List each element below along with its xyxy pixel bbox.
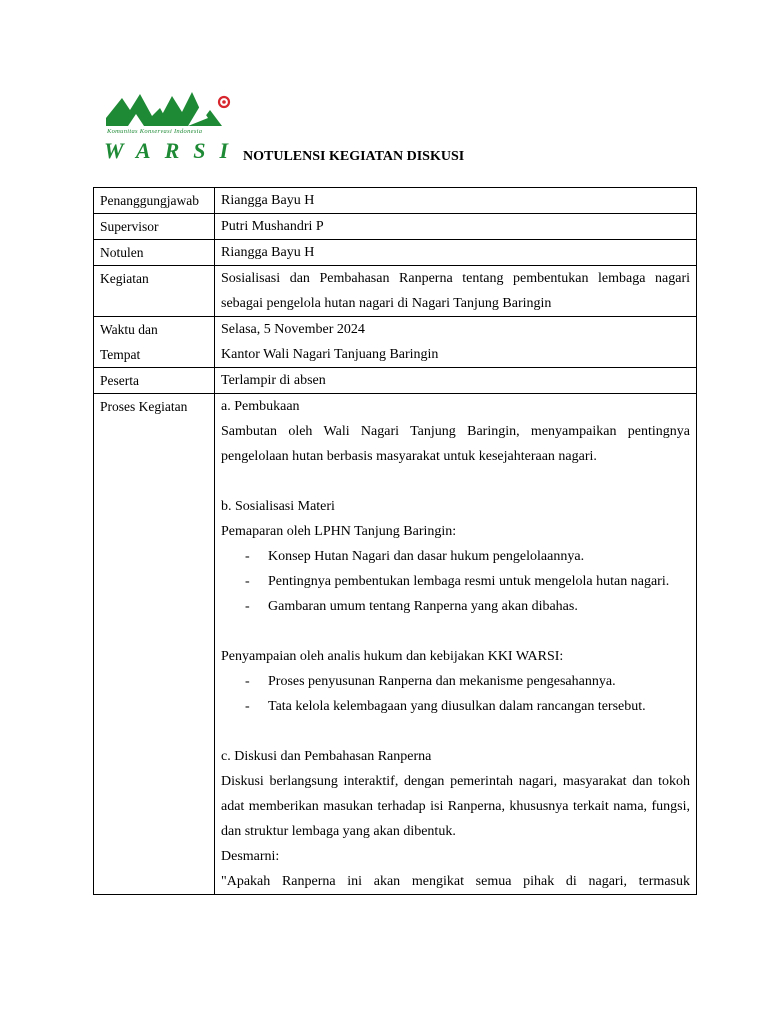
row-value: Riangga Bayu H bbox=[215, 240, 697, 266]
table-row bbox=[94, 240, 697, 266]
table-row bbox=[94, 394, 697, 895]
section-heading: a. Pembukaan bbox=[221, 399, 300, 414]
place-value: Kantor Wali Nagari Tanjuang Baringin bbox=[221, 347, 439, 362]
list-item: - Pentingnya pembentukan lembaga resmi untuk mengelola hutan nagari. bbox=[245, 574, 670, 589]
section-text: Sambutan oleh Wali Nagari Tanjung Baringin, menyampaikan pentingnya pengelolaan hutan berbasis masyarakat untuk kesejahteraan nagari. bbox=[221, 424, 690, 464]
table-row bbox=[94, 368, 697, 394]
logo-wordmark: WARSI bbox=[104, 138, 243, 163]
list-item: - Gambaran umum tentang Ranperna yang akan dibahas. bbox=[245, 599, 578, 614]
section-heading: b. Sosialisasi Materi bbox=[221, 499, 335, 514]
list-item: - Proses penyusunan Ranperna dan mekanisme pengesahannya. bbox=[245, 674, 616, 689]
row-label-line: Waktu dan bbox=[100, 322, 158, 337]
table-row bbox=[94, 317, 697, 368]
row-value: Terlampir di absen bbox=[215, 368, 697, 394]
row-label: Proses Kegiatan bbox=[94, 394, 215, 895]
row-label: Supervisor bbox=[94, 214, 215, 240]
table-row bbox=[94, 188, 697, 214]
list-item: - Konsep Hutan Nagari dan dasar hukum pengelolaannya. bbox=[245, 549, 585, 564]
proses-content bbox=[215, 394, 697, 895]
row-label-line: Tempat bbox=[100, 347, 141, 362]
section-heading: c. Diskusi dan Pembahasan Ranperna bbox=[221, 749, 432, 764]
logo-tagline: Komunitas Konservasi Indonesia bbox=[107, 128, 203, 135]
date-value: Selasa, 5 November 2024 bbox=[221, 322, 365, 337]
notes-table bbox=[93, 187, 697, 895]
list-item-text: Konsep Hutan Nagari dan dasar hukum pengelolaannya. bbox=[268, 549, 585, 564]
list-item-text: Proses penyusunan Ranperna dan mekanisme pengesahannya. bbox=[268, 674, 616, 689]
section-intro: Pemaparan oleh LPHN Tanjung Baringin: bbox=[221, 524, 457, 539]
row-value bbox=[215, 317, 697, 368]
row-value: Putri Mushandri P bbox=[215, 214, 697, 240]
table-row bbox=[94, 214, 697, 240]
table-row bbox=[94, 266, 697, 317]
list-item: - Tata kelola kelembagaan yang diusulkan dalam rancangan tersebut. bbox=[245, 699, 646, 714]
bullet-list bbox=[221, 544, 690, 619]
row-label: Notulen bbox=[94, 240, 215, 266]
list-item-text: Pentingnya pembentukan lembaga resmi untuk mengelola hutan nagari. bbox=[268, 574, 670, 589]
row-label bbox=[94, 317, 215, 368]
document-title: NOTULENSI KEGIATAN DISKUSI bbox=[243, 149, 465, 164]
list-item-text: Gambaran umum tentang Ranperna yang akan dibahas. bbox=[268, 599, 578, 614]
speaker-name: Desmarni: bbox=[221, 849, 280, 864]
row-label: Peserta bbox=[94, 368, 215, 394]
section-intro: Penyampaian oleh analis hukum dan kebijakan KKI WARSI: bbox=[221, 649, 564, 664]
row-value: Riangga Bayu H bbox=[215, 188, 697, 214]
speaker-quote: "Apakah Ranperna ini akan mengikat semua pihak di nagari, termasuk bbox=[221, 874, 690, 889]
section-text: Diskusi berlangsung interaktif, dengan pemerintah nagari, masyarakat dan tokoh adat memberikan masukan terhadap isi Ranperna, khususnya terkait nama, fungsi, dan struktur lembaga yang akan dibentuk. bbox=[221, 774, 690, 839]
list-item-text: Tata kelola kelembagaan yang diusulkan dalam rancangan tersebut. bbox=[268, 699, 646, 714]
row-label: Kegiatan bbox=[94, 266, 215, 317]
row-value: Sosialisasi dan Pembahasan Ranperna tentang pembentukan lembaga nagari sebagai pengelola hutan nagari di Nagari Tanjung Baringin bbox=[215, 266, 697, 317]
row-label: Penanggungjawab bbox=[94, 188, 215, 214]
bullet-list bbox=[221, 669, 690, 719]
